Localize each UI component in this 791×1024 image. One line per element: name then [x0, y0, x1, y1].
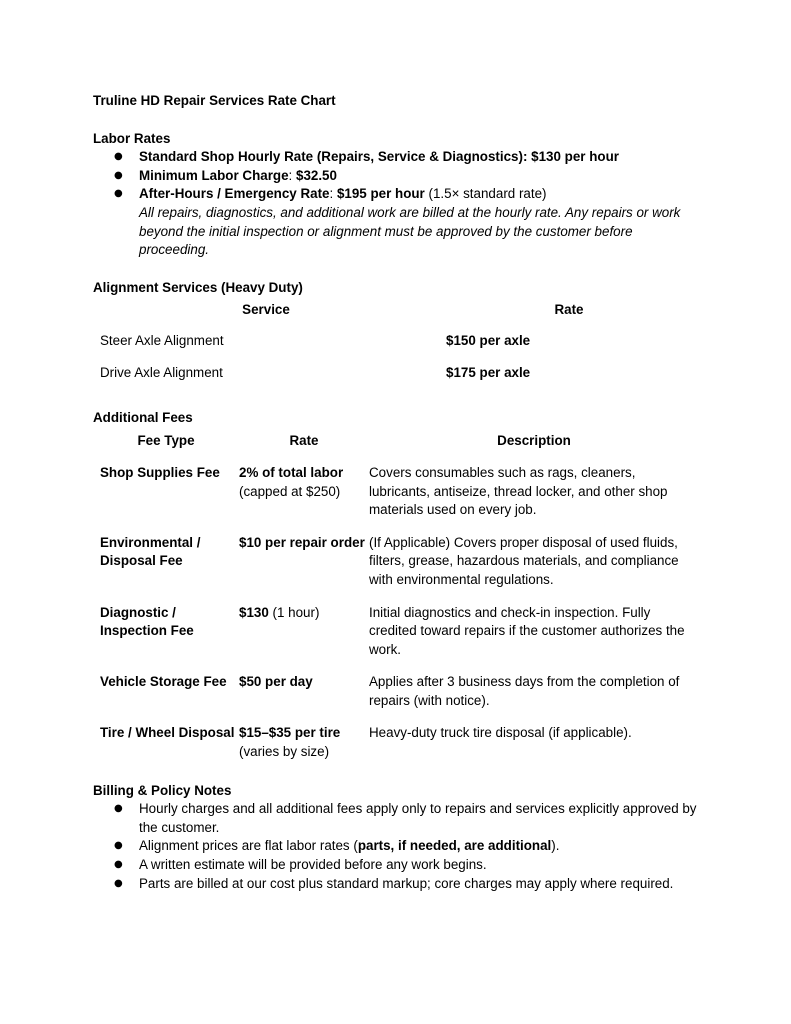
table-row	[93, 604, 699, 674]
additional-fees-heading: Additional Fees	[93, 410, 193, 426]
fee-type-cell: Diagnostic / Inspection Fee	[100, 604, 194, 639]
rate-extra: (1.5× standard rate)	[424, 186, 547, 202]
fee-description-cell: Covers consumables such as rags, cleaners, lubricants, antiseize, thread locker, and other shop materials used on every job.	[369, 464, 668, 518]
column-header-description: Description	[497, 432, 571, 448]
fee-type-cell: Tire / Wheel Disposal	[100, 725, 235, 741]
alignment-table	[93, 301, 699, 396]
labor-note: All repairs, diagnostics, and additional work are billed at the hourly rate. Any repairs or work beyond the initial inspection or alignment must be approved by the customer before proceeding.	[139, 204, 681, 258]
rate-cell: $175 per axle	[446, 365, 531, 381]
table-row	[93, 534, 699, 604]
labor-rates-list	[93, 148, 699, 204]
document-title: Truline HD Repair Services Rate Chart	[93, 93, 336, 108]
service-cell: Steer Axle Alignment	[100, 333, 224, 349]
fee-type-cell: Vehicle Storage Fee	[100, 674, 227, 690]
rate-value: $32.50	[296, 167, 337, 183]
fee-description-cell: (If Applicable) Covers proper disposal of used fluids, filters, grease, hazardous materials, and compliance with environmental regulations.	[369, 534, 679, 587]
fee-description-cell: Initial diagnostics and check-in inspection. Fully credited toward repairs if the customer authorizes the work.	[369, 604, 685, 657]
alignment-heading: Alignment Services (Heavy Duty)	[93, 279, 303, 295]
table-row	[93, 364, 699, 396]
rate-label: Standard Shop Hourly Rate (Repairs, Service & Diagnostics)	[139, 149, 523, 165]
list-item: ● Parts are billed at our cost plus standard markup; core charges may apply where required.	[93, 875, 699, 894]
fee-description-cell: Applies after 3 business days from the completion of repairs (with notice).	[369, 674, 680, 708]
column-header-service: Service	[242, 302, 290, 318]
labor-rates-heading: Labor Rates	[93, 130, 171, 146]
document-page	[93, 92, 699, 893]
fee-description-cell: Heavy-duty truck tire disposal (if applicable).	[369, 725, 632, 741]
rate-label: After-Hours / Emergency Rate	[139, 186, 330, 202]
billing-list	[93, 800, 699, 893]
column-header-rate: Rate	[289, 432, 319, 448]
table-row	[93, 457, 699, 534]
rate-label: Minimum Labor Charge	[139, 167, 289, 183]
rate-value: $130 per hour	[531, 149, 619, 165]
service-cell: Drive Axle Alignment	[100, 365, 223, 381]
list-item: ● After-Hours / Emergency Rate: $195 per hour (1.5× standard rate)	[93, 185, 699, 204]
fee-type-cell: Shop Supplies Fee	[100, 464, 220, 480]
list-item: ● Alignment prices are flat labor rates (parts, if needed, are additional).	[93, 837, 699, 856]
fee-rate-cell: $15–$35 per tire (varies by size)	[239, 725, 341, 760]
fee-rate-cell: $50 per day	[239, 674, 313, 690]
list-item: ● A written estimate will be provided before any work begins.	[93, 856, 699, 875]
column-header-fee-type: Fee Type	[137, 432, 195, 448]
fees-table	[93, 432, 699, 776]
table-row	[93, 724, 699, 775]
table-row	[93, 325, 699, 364]
table-row	[93, 673, 699, 724]
list-item: ● Minimum Labor Charge: $32.50	[93, 167, 699, 186]
fee-rate-cell: $10 per repair order	[239, 534, 365, 550]
rate-value: $195 per hour	[336, 186, 425, 202]
fee-rate-cell: $130 (1 hour)	[239, 604, 320, 620]
column-header-rate: Rate	[554, 302, 584, 318]
list-item: ● Hourly charges and all additional fees apply only to repairs and services explicitly approved by the customer.	[93, 800, 699, 837]
list-item: ● Standard Shop Hourly Rate (Repairs, Service & Diagnostics): $130 per hour	[93, 148, 699, 167]
fee-rate-cell: 2% of total labor (capped at $250)	[239, 464, 344, 499]
rate-cell: $150 per axle	[446, 333, 531, 349]
billing-heading: Billing & Policy Notes	[93, 782, 232, 798]
fee-type-cell: Environmental / Disposal Fee	[100, 534, 201, 569]
